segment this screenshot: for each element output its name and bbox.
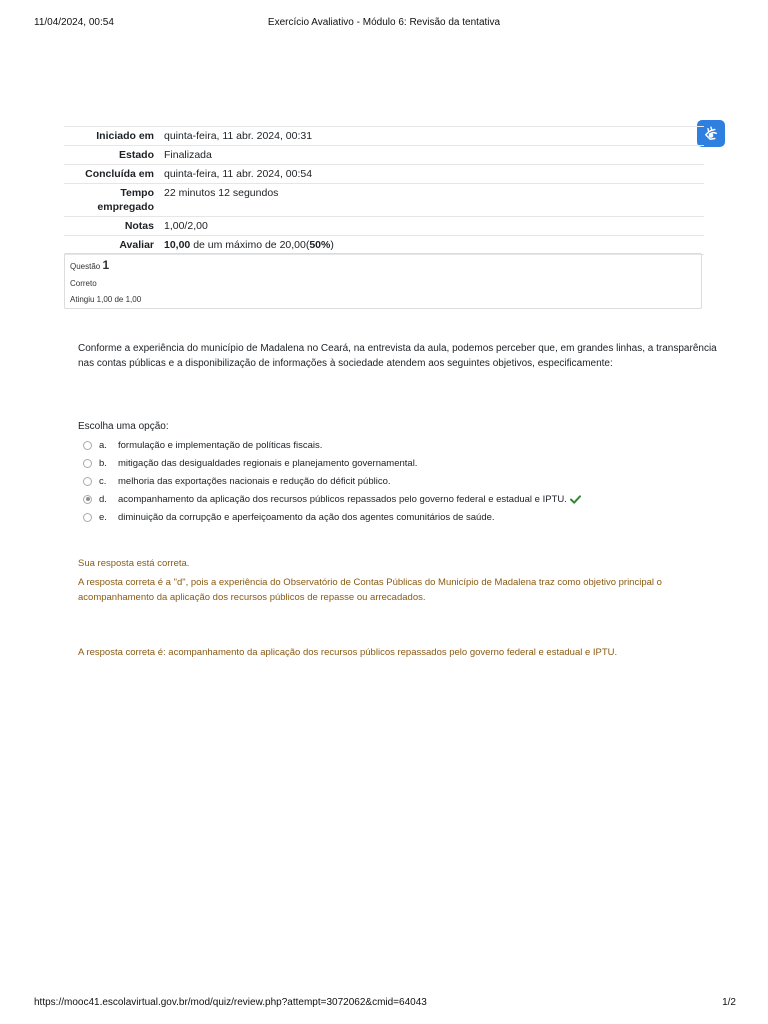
option-letter: d.: [99, 493, 107, 505]
attempt-summary-table: [64, 126, 704, 255]
radio-button[interactable]: [83, 459, 92, 468]
question-number: [70, 258, 696, 274]
summary-label: Avaliar: [119, 239, 154, 251]
question-text: Conforme a experiência do município de Madalena no Ceará, na entrevista da aula, podemos perceber que, em grandes linhas, a transparência nas contas públicas e a disponibilização de informações à sociedade atendem aos seguintes objetivos, especificamente:: [78, 343, 717, 369]
summary-value: 1,00/2,00: [164, 220, 208, 232]
option-letter: a.: [99, 440, 107, 452]
grade-mid: de um máximo de 20,00(: [190, 239, 310, 251]
page-url: https://mooc41.escolavirtual.gov.br/mod/quiz/review.php?attempt=3072062&cmid=64043: [34, 997, 427, 1008]
summary-label-line2: empregado: [97, 201, 154, 213]
summary-row-started: [64, 126, 704, 145]
sign-language-icon: [702, 125, 720, 143]
option-d[interactable]: [83, 490, 723, 508]
option-b[interactable]: [83, 455, 723, 473]
question-state: Correto: [70, 279, 97, 288]
summary-grade-value: [164, 238, 704, 252]
option-text: formulação e implementação de políticas fiscais.: [118, 440, 323, 452]
radio-button[interactable]: [83, 441, 92, 450]
radio-button[interactable]: [83, 477, 92, 486]
feedback-right-answer: A resposta correta é: acompanhamento da aplicação dos recursos públicos repassados pelo governo federal e estadual e IPTU.: [78, 647, 618, 658]
feedback-explanation: A resposta correta é a "d", pois a experiência do Observatório de Contas Públicas do Município de Madalena traz como objetivo principal o acompanhamento da aplicação dos recursos públicos de repasse ou arrecadados.: [78, 577, 662, 603]
print-header: [0, 17, 768, 31]
print-date: 11/04/2024, 00:54: [34, 17, 114, 28]
print-footer: [0, 997, 768, 1011]
summary-value: quinta-feira, 11 abr. 2024, 00:54: [164, 168, 313, 180]
summary-row-grade: [64, 235, 704, 255]
option-letter: b.: [99, 458, 107, 470]
check-icon: [570, 495, 581, 504]
summary-label: Estado: [118, 149, 154, 161]
option-text: acompanhamento da aplicação dos recursos públicos repassados pelo governo federal e estadual e IPTU.: [118, 493, 567, 505]
grade-percent: 50%: [309, 239, 331, 251]
answer-options: [83, 437, 723, 526]
summary-label: [64, 186, 164, 214]
print-title: Exercício Avaliativo - Módulo 6: Revisão da tentativa: [267, 17, 501, 28]
summary-label: Concluída em: [85, 168, 154, 180]
summary-row-completed: [64, 164, 704, 183]
summary-label-line1: Tempo: [120, 187, 154, 199]
option-letter: c.: [99, 475, 107, 487]
question-number-value: 1: [102, 258, 110, 272]
summary-value: Finalizada: [164, 149, 212, 161]
option-c[interactable]: [83, 473, 723, 491]
question-label: Questão: [70, 262, 101, 271]
grade-score: 10,00: [164, 239, 191, 251]
radio-button[interactable]: [83, 513, 92, 522]
question-info-box: [64, 253, 702, 309]
summary-value: quinta-feira, 11 abr. 2024, 00:31: [164, 130, 313, 142]
radio-button-selected[interactable]: [83, 495, 92, 504]
option-text: mitigação das desigualdades regionais e planejamento governamental.: [118, 458, 418, 470]
summary-label: Notas: [124, 220, 154, 232]
summary-row-state: [64, 145, 704, 164]
question-grade: Atingiu 1,00 de 1,00: [70, 295, 142, 304]
page-number: 1/2: [722, 997, 736, 1008]
summary-label: Iniciado em: [96, 130, 154, 142]
option-a[interactable]: [83, 437, 723, 455]
summary-row-marks: [64, 216, 704, 235]
grade-end: ): [330, 239, 334, 251]
option-e[interactable]: [83, 508, 723, 526]
option-text: melhoria das exportações nacionais e redução do déficit público.: [118, 475, 391, 487]
choose-option-prompt: Escolha uma opção:: [78, 421, 169, 432]
summary-row-time-taken: [64, 183, 704, 216]
option-text: diminuição da corrupção e aperfeiçoamento da ação dos agentes comunitários de saúde.: [118, 511, 495, 523]
feedback-status: Sua resposta está correta.: [78, 558, 190, 569]
option-letter: e.: [99, 511, 107, 523]
summary-value: 22 minutos 12 segundos: [164, 187, 279, 199]
